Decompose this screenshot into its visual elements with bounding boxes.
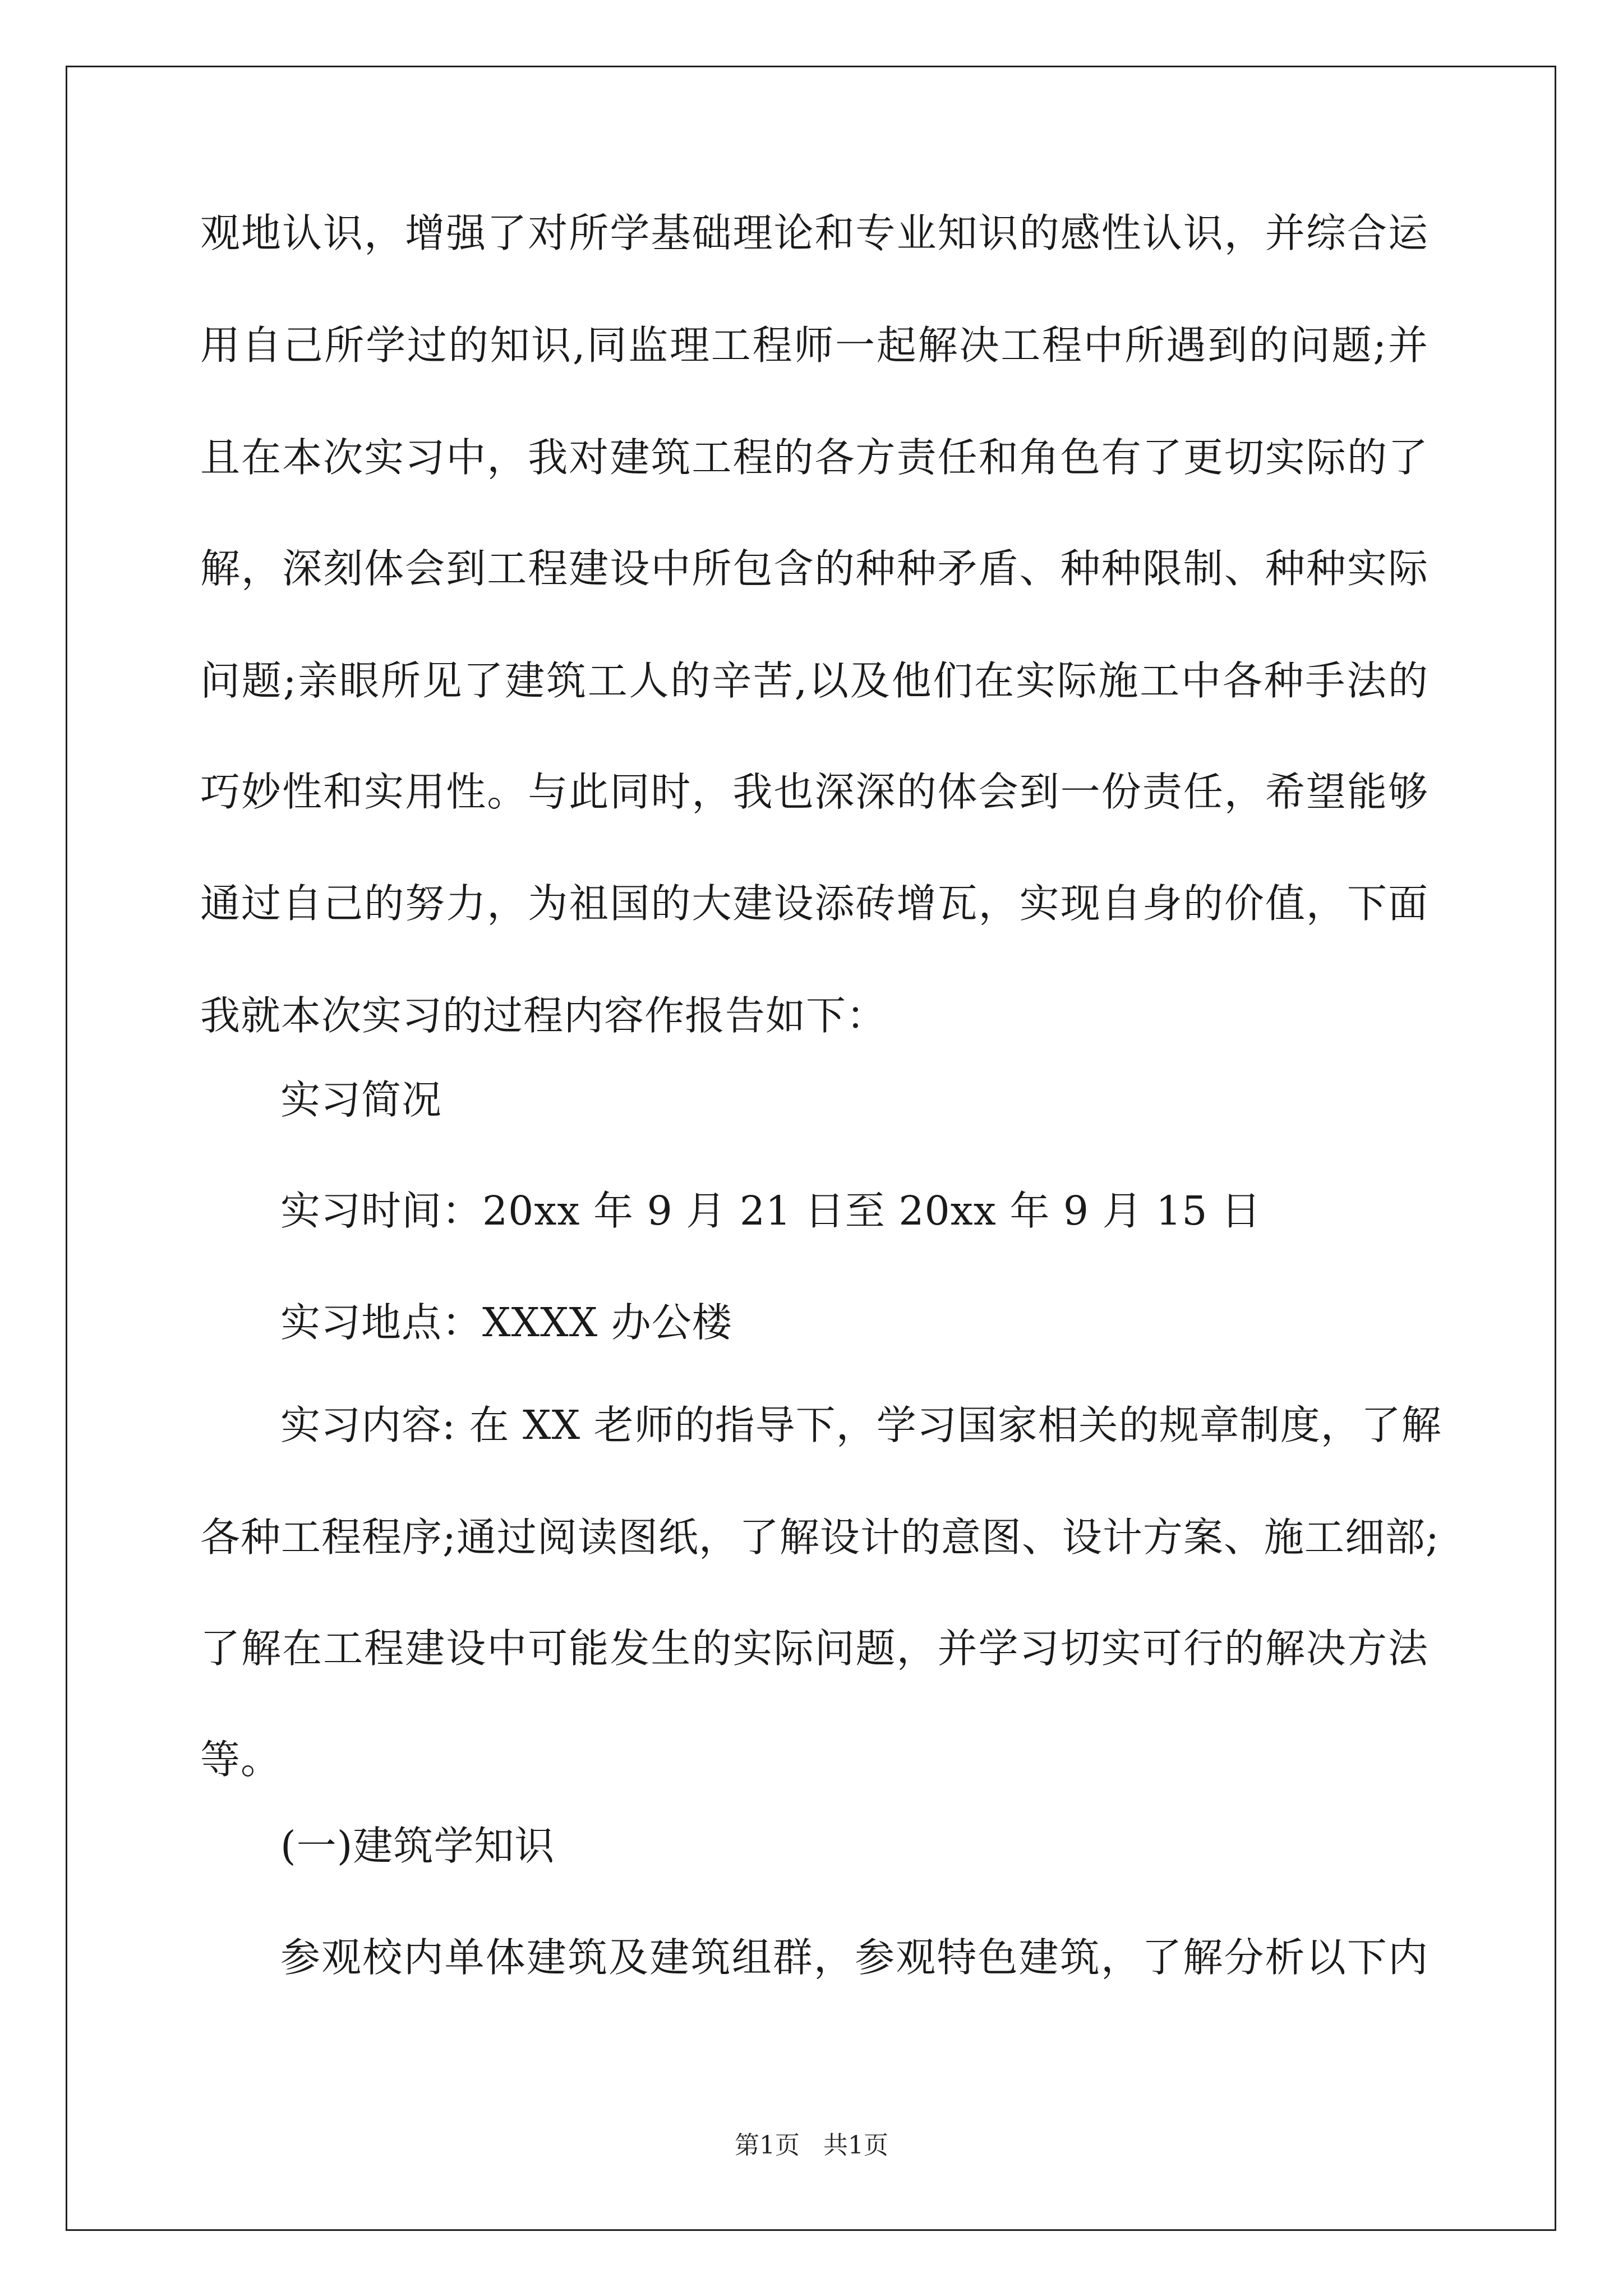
practice-content-line-4: 等。	[200, 1736, 282, 1783]
page-footer: 第1页 共1页	[735, 2131, 888, 2160]
body-line-4: 解，深刻体会到工程建设中所包含的种种矛盾、种种限制、种种实际	[200, 545, 1428, 592]
body-line-7: 通过自己的努力，为祖国的大建设添砖增瓦，实现自身的价值，下面	[200, 880, 1428, 927]
section-heading-practice-overview: 实习简况	[280, 1076, 442, 1123]
body-line-8: 我就本次实习的过程内容作报告如下：	[200, 992, 887, 1039]
practice-content-line-1: 实习内容: 在 XX 老师的指导下，学习国家相关的规章制度，了解	[280, 1402, 1442, 1448]
body-line-6: 巧妙性和实用性。与此同时，我也深深的体会到一份责任，希望能够	[200, 769, 1428, 815]
page-border	[66, 66, 1556, 2231]
practice-time: 实习时间：20xx 年 9 月 21 日至 20xx 年 9 月 15 日	[280, 1188, 1262, 1234]
practice-content-line-3: 了解在工程建设中可能发生的实际问题，并学习切实可行的解决方法	[200, 1625, 1428, 1672]
body-line-5: 问题;亲眼所见了建筑工人的辛苦,以及他们在实际施工中各种手法的	[200, 657, 1428, 704]
body-line-3: 且在本次实习中，我对建筑工程的各方责任和角色有了更切实际的了	[200, 434, 1428, 481]
body-line-2: 用自己所学过的知识,同监理工程师一起解决工程中所遇到的问题;并	[200, 322, 1428, 369]
practice-content-line-2: 各种工程程序;通过阅读图纸，了解设计的意图、设计方案、施工细部;	[200, 1514, 1440, 1561]
body-line-1: 观地认识，增强了对所学基础理论和专业知识的感性认识，并综合运	[200, 210, 1428, 256]
architecture-knowledge-line-1: 参观校内单体建筑及建筑组群，参观特色建筑，了解分析以下内	[280, 1934, 1428, 1981]
practice-location: 实习地点：XXXX 办公楼	[280, 1299, 732, 1346]
section-heading-architecture-knowledge: (一)建筑学知识	[280, 1823, 555, 1869]
